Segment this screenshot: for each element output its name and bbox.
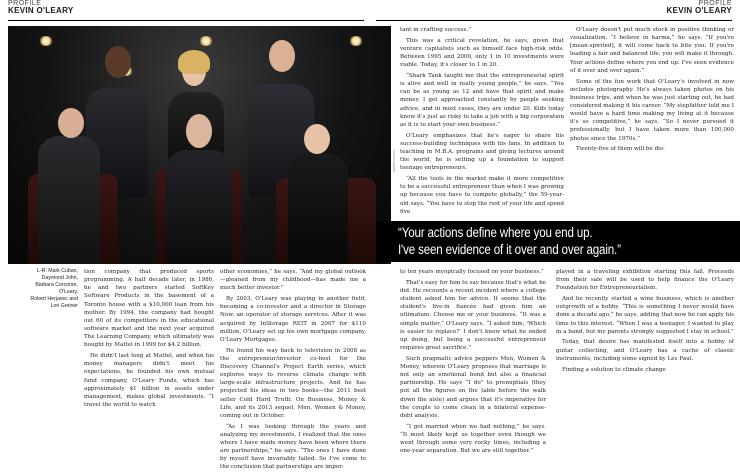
paragraph: played in a traveling exhibition starting this fall. Proceeds from their sale will be used to help finance the O'Leary Foundation for Entrepreneurialism. xyxy=(556,269,734,292)
paragraph: “All the tools in the market make it more competitive to be a successful entrepreneur than when I was growing up because you have to compete globally,” the 59-year-old says. “You have to stop the rest of your life and spend five xyxy=(400,176,564,215)
paragraph: “I got married when we had nothing,” he says. “It most likely kept us together even though we went through some very rocky times, including a one-year separation. But we are still together.” xyxy=(400,423,546,455)
photo-credit: PHOTO CREDIT xyxy=(392,150,396,173)
header-kicker: PROFILE xyxy=(8,0,42,7)
photo-caption: L-R: Mark Cuban, Daymond John, Barbara Corcoran, O'Leary, Robert Herjavec and Lori Greiner xyxy=(30,268,78,310)
paragraph: Such pragmatic advice peppers Men, Women & Money, wherein O'Leary proposes that marriage is not only an emotional bond but also a financial partnership. He says “I do” to prenuptials (they put all the figures on the table before the walk down the aisle) and argues that it's imperative for the couple to come clean in a bilateral expense-debt analysis. xyxy=(400,355,546,419)
paragraph: “Shark Tank taught me that the entrepreneurial spirit is alive and well in really young people,” he says. “You can be as young as 12 and have that spirit and make money. I get approached constantly by people seeking advice, and in most cases, they are under 20. Kids today know it's just as risky to take a job with a big corporation as it is to start your own business.” xyxy=(400,72,564,128)
paragraph: This was a critical revelation, he says, given that venture capitalists such as himself face high-risk odds. Between 1995 and 2000, only 1 in 10 investments were viable. Today, it's closer to 1 in 20. xyxy=(400,37,564,69)
header-rule xyxy=(8,20,364,21)
header-rule xyxy=(376,20,732,21)
paragraph: O'Leary emphasizes that he's eager to share his success-building techniques with his fans. In addition to teaching in M.B.A. programs and giving lectures around the world, he is setting up a foundation to support teenage entrepreneurs. xyxy=(400,132,564,172)
paragraph: He found his way back to television in 2008 as the entrepreneur/investor co-host for the Discovery Channel's Project Earth series, which explores ways to reverse climate change with large-scale infrastructure projects. And he has projected his ideas in two books—the 2011 best seller Cold Hard Truth: On Business, Money & Life, and its 2013 sequel, Men, Women & Money, coming out in October. xyxy=(220,347,366,419)
paragraph: tant in crafting success.” xyxy=(400,27,472,33)
page-header-right xyxy=(666,0,732,15)
studio-light xyxy=(198,36,214,46)
paragraph: Some of the fun work that O'Leary's involved in now includes photography. He's always taken photos on his business trips, and when he was just starting out, he had considered making it his career. “My stepfather told me I would have a hard time making my living at it because it's so competitive,” he says. “So I never pursued it professionally, but I have taken more than 100,000 photos since the 1970s.” xyxy=(570,78,734,142)
paragraph: to ten years myopically focused on your business.” xyxy=(400,269,544,275)
header-name: KEVIN O'LEARY xyxy=(8,6,74,15)
paragraph: other economies,” he says. “And my global outlook—gleaned from my childhood—has made me a much better investor.” xyxy=(220,269,366,292)
paragraph: Today, that desire has manifested itself into a hobby of guitar collecting, and O'Leary has a cache of classic instruments, including some signed by Les Paul. xyxy=(556,339,734,362)
text-column-e xyxy=(400,268,546,458)
paragraph: tion company that produced sports programming. A half decade later, in 1986, he and two partners started SoftKey Software Products in the basement of a Toronto house with a $10,000 loan from his mother. By 1994, the company had bought out 60 of its competitors in the educational software market and the next year acquired The Learning Company, which ultimately was bought by Mattel in 1999 for $4.2 billion. xyxy=(84,269,214,349)
paragraph: Finding a solution to climate change xyxy=(562,366,666,373)
text-column-b xyxy=(220,268,366,474)
pull-quote-line: “Your actions define where you end up. xyxy=(398,225,593,240)
text-column-f xyxy=(556,268,734,376)
paragraph: That's easy for him to say because that's what he did. He recounts a recent incident where a college student asked him for advice. It seems that the student's live-in fiancée had given him an ultimatum: Choose me or your business. “It was a simple matter,” O'Leary says. “I asked him, 'Which is easier to replace?' I don't know what he ended up doing, but being a successful entrepreneur requires great sacrifice.” xyxy=(400,279,546,351)
studio-light xyxy=(348,36,364,46)
cast-photo xyxy=(8,26,391,264)
pull-quote xyxy=(376,221,740,262)
text-column-a xyxy=(84,268,214,412)
paragraph: “As I was looking through the years and analyzing my investments, I realized that the ones where I have made money have been where there are partnerships,” he says. “The ones I have done by myself have invariably failed. So I've come to the conclusion that partnerships are impor- xyxy=(220,423,366,471)
text-column-c xyxy=(400,26,564,218)
text-column-d xyxy=(570,26,734,156)
header-name: KEVIN O'LEARY xyxy=(666,6,732,15)
paragraph: Twenty-five of them will be dis- xyxy=(576,146,665,153)
paragraph: O'Leary doesn't put much stock in positive thinking or visualization. “I believe in karma,” he says. “If you're [mean-spirited], it will come back to bite you. If you're leading a fair and balanced life, you will make it through. Your actions define where you end up. I've seen evidence of it over and over again.” xyxy=(570,27,734,74)
paragraph: By 2003, O'Leary was playing in another field, becoming a co-investor and a director in Storage Now, an operator of storage services. After it was acquired by InStorage REIT in 2007 for $110 million, O'Leary set up his own mortgage company, O'Leary Mortgages. xyxy=(220,296,366,343)
header-kicker: PROFILE xyxy=(698,0,732,7)
paragraph: And he recently started a wine business, which is another outgrowth of a hobby. “This is something I never would have done a decade ago,” he says, adding that now he can apply his time to this interest. “When I was a teenager, I wanted to play in a band, but my parents strongly suggested I stay in school.” xyxy=(556,296,734,335)
studio-light xyxy=(38,36,54,46)
pull-quote-line: I've seen evidence of it over and over again.” xyxy=(398,241,621,257)
paragraph: He didn't last long at Mattel, and when his money managers didn't meet his expectations, he founded his own mutual fund company, O'Leary Funds, which has approximately $1 billion in assets under management, makes global investments. “I travel the world to watch xyxy=(84,353,214,409)
page-header-left xyxy=(8,0,74,15)
